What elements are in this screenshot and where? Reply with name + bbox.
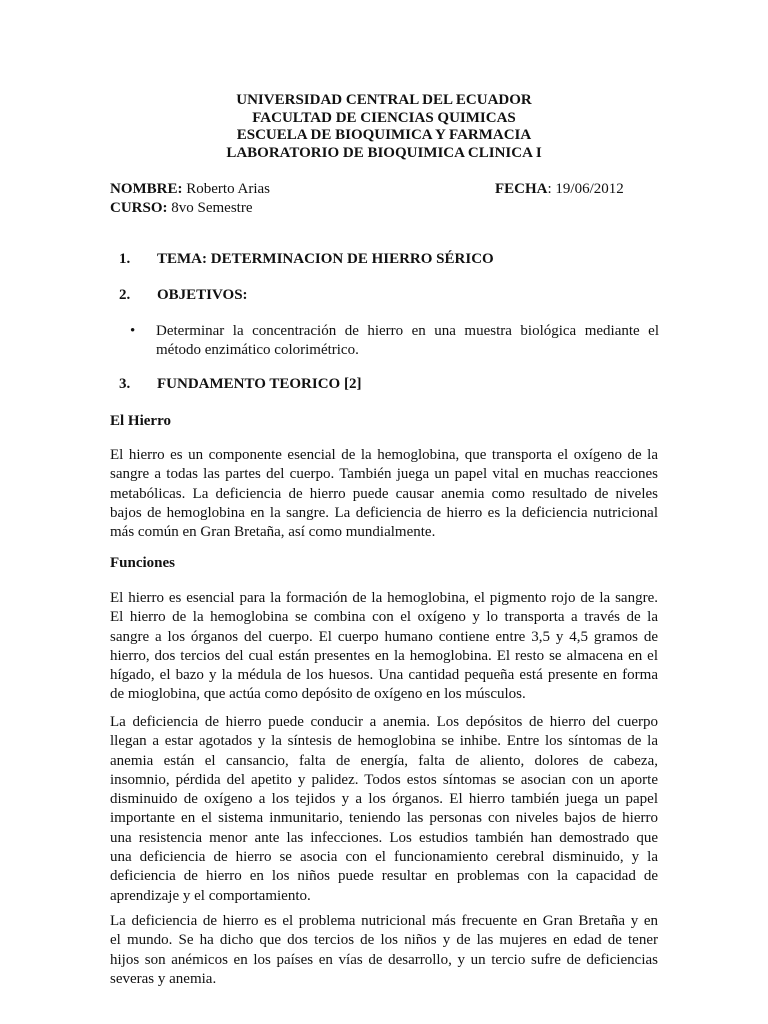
paragraph-hierro-intro	[110, 446, 658, 542]
paragraph-funciones	[110, 589, 658, 705]
paragraph-line: El hierro de la hemoglobina se combina con el oxígeno y lo transporta a través de la	[110, 609, 658, 626]
paragraph-line: aprendizaje y el comportamiento.	[110, 887, 311, 904]
paragraph-line: El hierro es esencial para la formación de la hemoglobina, el pigmento rojo de la sangre.	[110, 590, 658, 606]
paragraph-line: deficiencia de hierro en los niños puede resultar en problemas con la capacidad de	[110, 868, 658, 885]
paragraph-line: hijos son anémicos en los países en vías de desarrollo, y un tercio sufre de deficiencias	[110, 951, 658, 968]
paragraph-line: sangre a todas las partes del cuerpo. También juega un papel vital en muchas reacciones	[110, 466, 658, 483]
paragraph-line: La deficiencia de hierro puede conducir a anemia. Los depósitos de hierro del cuerpo	[110, 714, 658, 730]
header-line-faculty: FACULTAD DE CIENCIAS QUIMICAS	[252, 109, 516, 126]
section-number: 3.	[119, 376, 131, 392]
student-name	[110, 180, 270, 199]
section-1-heading	[119, 251, 494, 268]
section-number: 2.	[119, 287, 131, 303]
objective-text	[156, 322, 659, 360]
section-title: TEMA: DETERMINACION DE HIERRO SÉRICO	[157, 251, 494, 267]
paragraph-line: La deficiencia de hierro es el problema nutricional más frecuente en Gran Bretaña y en	[110, 913, 658, 929]
paragraph-prevalencia	[110, 912, 658, 989]
paragraph-line: hígado, el bazo y la médula de los huesos. Una cantidad pequeña está presente en forma	[110, 667, 658, 684]
paragraph-line: bajos de hemoglobina en la sangre. La deficiencia de hierro es la deficiencia nutricional	[110, 504, 658, 521]
paragraph-line: el mundo. Se ha dicho que dos tercios de los niños y de las mujeres en edad de tener	[110, 932, 658, 949]
nombre-value: Roberto Arias	[182, 181, 270, 197]
subheading-funciones: Funciones	[110, 555, 176, 571]
curso-value: 8vo Semestre	[167, 200, 253, 216]
section-title: OBJETIVOS:	[157, 287, 248, 303]
paragraph-anemia	[110, 713, 658, 906]
paragraph-line: severas y anemia.	[110, 970, 217, 987]
paragraph-line: anemia están el cansancio, falta de energía, falta de aliento, dolores de cabeza,	[110, 752, 658, 769]
paragraph-line: metabólicas. La deficiencia de hierro puede causar anemia como resultado de niveles	[110, 485, 658, 502]
section-2-heading	[119, 287, 248, 304]
objective-line: método enzimático colorimétrico.	[156, 342, 359, 358]
paragraph-line: más común en Gran Bretaña, así como mundialmente.	[110, 524, 436, 541]
fecha-value: : 19/06/2012	[547, 181, 624, 197]
paragraph-line: El hierro es un componente esencial de la hemoglobina, que transporta el oxígeno de la	[110, 447, 658, 463]
section-3-heading	[119, 376, 361, 393]
institution-header	[0, 92, 768, 162]
header-line-school: ESCUELA DE BIOQUIMICA Y FARMACIA	[236, 127, 532, 143]
paragraph-line: sangre a los órganos del cuerpo. El cuerpo humano contiene entre 3,5 y 4,5 gramos de	[110, 628, 658, 645]
paragraph-line: llegan a estar agotados y la síntesis de hemoglobina se inhibe. Entre los síntomas de la	[110, 733, 658, 750]
header-line-university: UNIVERSIDAD CENTRAL DEL ECUADOR	[236, 92, 532, 108]
paragraph-line: hierro, dos tercios del cual están presentes en la hemoglobina. El resto se almacena en el	[110, 647, 658, 664]
subheading-el-hierro: El Hierro	[110, 413, 171, 429]
objective-line: Determinar la concentración de hierro en una muestra biológica mediante el	[156, 323, 659, 339]
paragraph-line: disminuido de oxígeno a los tejidos y a los órganos. El hierro también juega un papel	[110, 791, 658, 808]
paragraph-line: una resistencia menor ante las infecciones. Los estudios también han demostrado que	[110, 829, 658, 846]
bullet-icon: •	[130, 323, 136, 339]
nombre-label: NOMBRE:	[110, 181, 183, 197]
header-line-laboratory: LABORATORIO DE BIOQUIMICA CLINICA I	[226, 144, 542, 161]
section-number: 1.	[119, 251, 131, 267]
report-date	[495, 180, 624, 199]
fecha-label: FECHA	[495, 181, 548, 197]
paragraph-line: de mioglobina, que actúa como depósito de oxígeno en los músculos.	[110, 686, 526, 703]
student-course	[110, 199, 253, 218]
section-title: FUNDAMENTO TEORICO [2]	[157, 376, 362, 392]
paragraph-line: insomnio, pérdida del apetito y palidez. Todos estos síntomas se asocian con un aporte	[110, 771, 658, 788]
paragraph-line: importante en el sistema inmunitario, teniendo las personas con niveles bajos de hierro	[110, 810, 658, 827]
curso-label: CURSO:	[110, 200, 168, 216]
paragraph-line: una deficiencia de hierro se asocia con el funcionamiento cerebral disminuido, y la	[110, 849, 658, 866]
